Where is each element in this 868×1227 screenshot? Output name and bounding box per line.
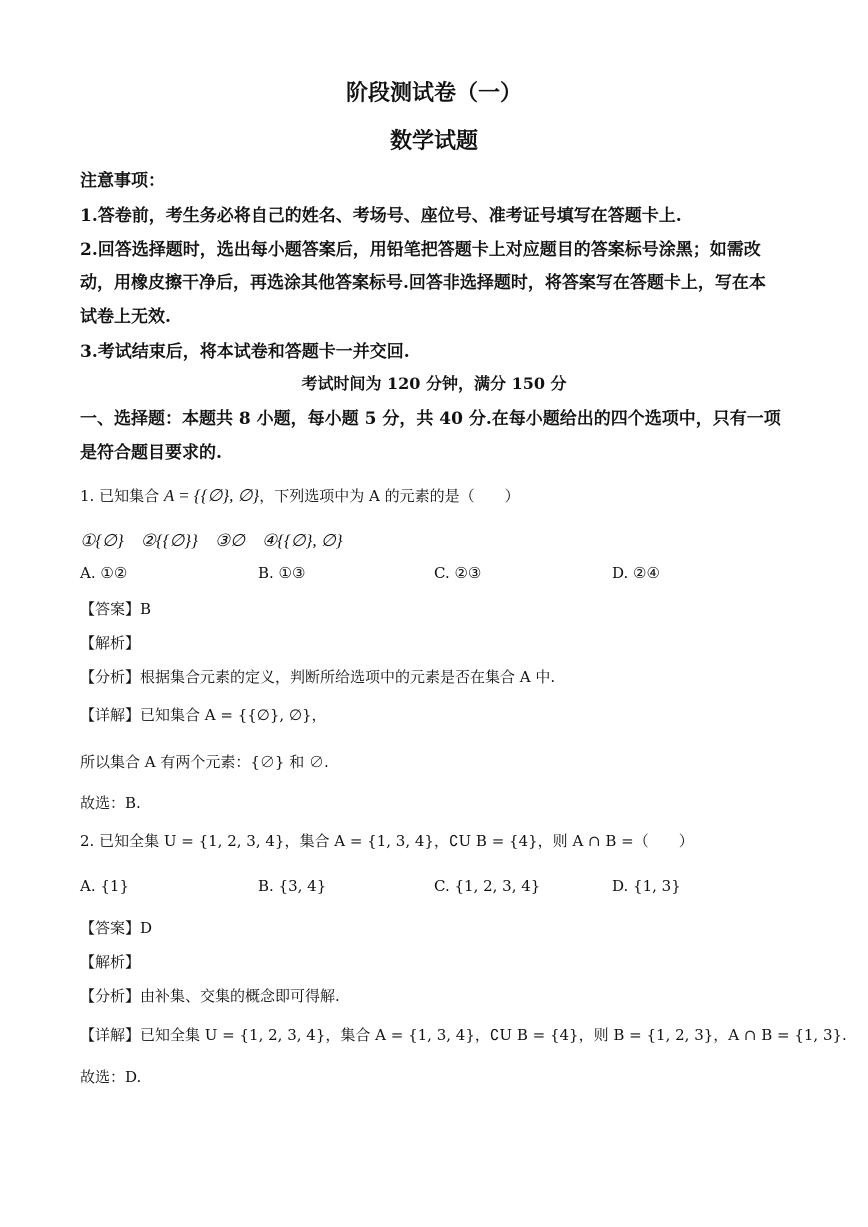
q1-analysis-label: 【解析】 [80,634,141,652]
q1-option-b: B. ①③ [258,564,306,582]
q2-choose: 故选：D. [80,1068,142,1086]
q2-option-a: A. {1} [80,877,129,895]
q2-detail: 【详解】已知全集 U = {1, 2, 3, 4}，集合 A = {1, 3, 4}，∁U B = {4}，则 B = {1, 2, 3}，A ∩ B = {1, 3}. [80,1026,847,1044]
q2-analysis: 【分析】由补集、交集的概念即可得解. [80,987,340,1005]
section-heading-line-1: 一、选择题：本题共 8 小题，每小题 5 分，共 40 分.在每小题给出的四个选项中，只有一项 [80,409,781,429]
q2-option-c: C. {1, 2, 3, 4} [434,877,541,895]
notice-item-1: 1.答卷前，考生务必将自己的姓名、考场号、座位号、准考证号填写在答题卡上. [80,206,682,226]
notice-heading: 注意事项： [80,171,165,191]
q1-answer: 【答案】B [80,600,152,618]
notice-item-2-line-3: 试卷上无效. [80,307,171,327]
q1-option-a: A. ①② [80,564,128,582]
q1-stem-prefix: 1. 已知集合 [80,487,164,505]
notice-item-2-line-1: 2.回答选择题时，选出每小题答案后，用铅笔把答题卡上对应题目的答案标号涂黑；如需改 [80,240,761,260]
page-title: 阶段测试卷（一） [345,80,522,106]
q1-stem [80,485,520,506]
q1-detail-2: 所以集合 A 有两个元素：{∅} 和 ∅. [80,753,329,771]
q2-stem: 2. 已知全集 U = {1, 2, 3, 4}，集合 A = {1, 3, 4}，∁U B = {4}，则 A ∩ B =（ ） [80,832,694,850]
q1-option-c: C. ②③ [434,564,482,582]
q2-option-d: D. {1, 3} [612,877,681,895]
exam-time: 考试时间为 120 分钟，满分 150 分 [301,374,567,393]
q2-analysis-label: 【解析】 [80,953,141,971]
q1-stem-math: A = {{∅}, ∅} [163,486,260,505]
q1-stem-suffix: ，下列选项中为 A 的元素的是（ ） [259,487,520,505]
page-subtitle: 数学试题 [389,128,478,154]
notice-item-3: 3.考试结束后，将本试卷和答题卡一并交回. [80,342,410,362]
notice-item-2-line-2: 动，用橡皮擦干净后，再选涂其他答案标号.回答非选择题时，将答案写在答题卡上，写在本 [80,273,766,293]
q1-items: ①{∅} ②{{∅}} ③∅ ④{{∅}, ∅} [80,531,343,550]
q1-analysis: 【分析】根据集合元素的定义，判断所给选项中的元素是否在集合 A 中. [80,668,556,686]
q1-choose: 故选：B. [80,794,141,812]
section-heading-line-2: 是符合题目要求的. [80,443,222,463]
q1-detail: 【详解】已知集合 A = {{∅}, ∅}， [80,706,327,724]
q1-option-d: D. ②④ [612,564,660,582]
q2-option-b: B. {3, 4} [258,877,327,895]
q2-answer: 【答案】D [80,919,153,937]
